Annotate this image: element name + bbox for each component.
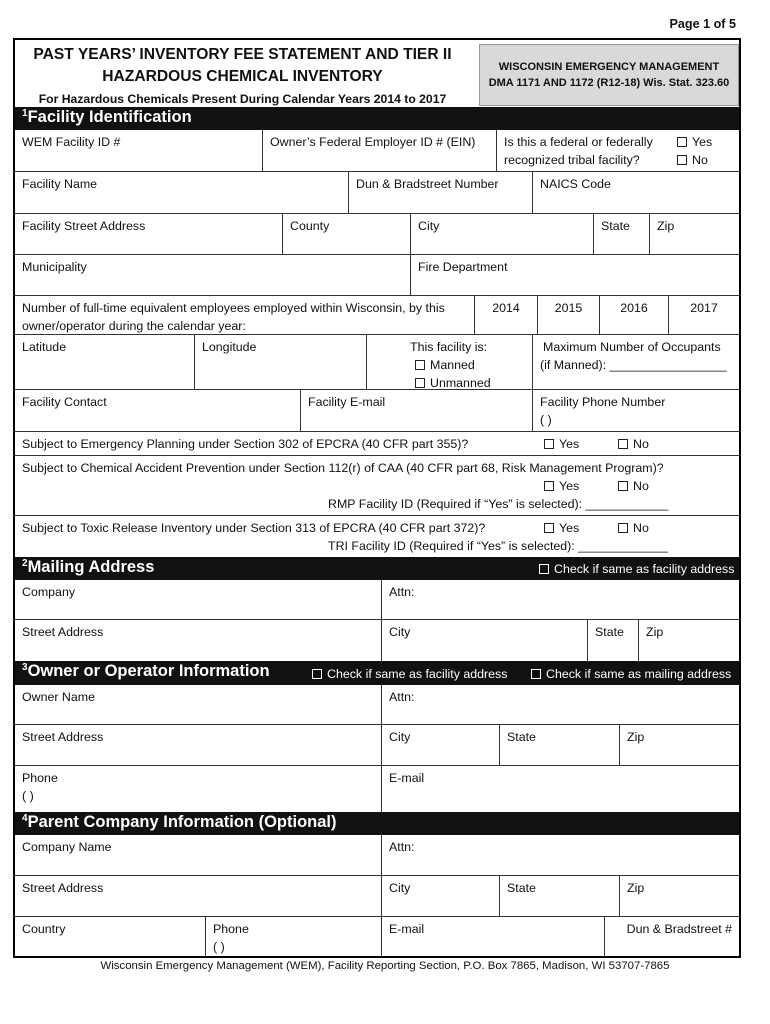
mailing-company-field[interactable]: Company bbox=[15, 580, 382, 620]
dun-bradstreet-field[interactable]: Dun & Bradstreet Number bbox=[349, 172, 533, 214]
parent-country-field[interactable]: Country bbox=[15, 917, 206, 956]
inventory-form bbox=[13, 38, 741, 958]
owner-name-field[interactable]: Owner Name bbox=[15, 685, 382, 725]
county-field[interactable]: County bbox=[283, 214, 411, 255]
facility-manned-question bbox=[367, 335, 533, 390]
phone-area-code: ( ) bbox=[213, 940, 225, 954]
owner-phone-field[interactable] bbox=[15, 766, 382, 812]
agency-reference: DMA 1171 AND 1172 (R12-18) Wis. Stat. 323.60 bbox=[488, 77, 730, 89]
owner-same-as-facility-checkbox[interactable]: Check if same as facility address bbox=[312, 667, 507, 681]
parent-zip-field[interactable]: Zip bbox=[620, 876, 739, 917]
tri-facility-id-field[interactable]: TRI Facility ID (Required if “Yes” is selected): _____________ bbox=[328, 539, 668, 553]
section-title: $^3$Owner or Operator Information bbox=[22, 662, 270, 680]
section-1-header bbox=[15, 107, 739, 130]
phone-area-code: ( ) bbox=[22, 789, 34, 803]
mailing-same-as-facility-checkbox[interactable]: Check if same as facility address bbox=[539, 562, 734, 576]
mailing-street-field[interactable]: Street Address bbox=[15, 620, 382, 661]
federal-yes-checkbox[interactable]: Yes bbox=[677, 133, 712, 151]
parent-email-field[interactable]: E-mail bbox=[382, 917, 605, 956]
employees-2014-field[interactable]: 2014 bbox=[475, 296, 538, 335]
employees-question: Number of full-time equivalent employees employed within Wisconsin, by this owner/operator during the calendar year: bbox=[15, 296, 475, 335]
agency-name: WISCONSIN EMERGENCY MANAGEMENT bbox=[498, 61, 720, 73]
mailing-city-field[interactable]: City bbox=[382, 620, 588, 661]
parent-street-field[interactable]: Street Address bbox=[15, 876, 382, 917]
agency-box bbox=[479, 44, 739, 106]
owner-street-field[interactable]: Street Address bbox=[15, 725, 382, 766]
unmanned-checkbox[interactable]: Unmanned bbox=[415, 374, 491, 390]
section-title: $^4$Parent Company Information (Optional) bbox=[22, 813, 337, 831]
title-line-1: PAST YEARS’ INVENTORY FEE STATEMENT AND TIER II bbox=[33, 46, 452, 63]
owner-state-field[interactable]: State bbox=[500, 725, 620, 766]
longitude-field[interactable]: Longitude bbox=[195, 335, 367, 390]
caa-112r-question bbox=[15, 456, 739, 516]
zip-field[interactable]: Zip bbox=[650, 214, 739, 255]
owner-city-field[interactable]: City bbox=[382, 725, 500, 766]
parent-state-field[interactable]: State bbox=[500, 876, 620, 917]
mailing-state-field[interactable]: State bbox=[588, 620, 639, 661]
parent-dun-bradstreet-field[interactable]: Dun & Bradstreet # bbox=[626, 922, 732, 936]
section-title: $^1$Facility Identification bbox=[22, 108, 192, 126]
facility-street-field[interactable]: Facility Street Address bbox=[15, 214, 283, 255]
parent-company-name-field[interactable]: Company Name bbox=[15, 835, 382, 876]
phone-area-code: ( ) bbox=[540, 413, 552, 427]
tri-313-question bbox=[15, 516, 739, 557]
owner-same-as-mailing-checkbox[interactable]: Check if same as mailing address bbox=[531, 667, 731, 681]
federal-facility-question bbox=[497, 130, 739, 172]
facility-email-field[interactable]: Facility E-mail bbox=[301, 390, 533, 432]
form-subtitle: For Hazardous Chemicals Present During Calendar Years 2014 to 2017 bbox=[38, 92, 447, 106]
tri-313-no-checkbox[interactable]: No bbox=[618, 519, 649, 537]
tri-313-text: Subject to Toxic Release Inventory under Section 313 of EPCRA (40 CFR part 372)? bbox=[22, 521, 486, 535]
employees-2016-field[interactable]: 2016 bbox=[600, 296, 669, 335]
fire-department-field[interactable]: Fire Department bbox=[411, 255, 739, 296]
employees-2017-field[interactable]: 2017 bbox=[669, 296, 739, 335]
form-title bbox=[20, 44, 465, 109]
facility-phone-field[interactable] bbox=[533, 390, 739, 432]
page-number: Page 1 of 5 bbox=[669, 17, 736, 31]
parent-attn-field[interactable]: Attn: bbox=[382, 835, 739, 876]
latitude-field[interactable]: Latitude bbox=[15, 335, 195, 390]
owner-phone-label: Phone bbox=[22, 771, 58, 785]
wem-facility-id-field[interactable]: WEM Facility ID # bbox=[15, 130, 263, 172]
caa-112r-yes-checkbox[interactable]: Yes bbox=[544, 477, 579, 495]
owner-zip-field[interactable]: Zip bbox=[620, 725, 739, 766]
parent-city-field[interactable]: City bbox=[382, 876, 500, 917]
federal-no-checkbox[interactable]: No bbox=[677, 151, 708, 169]
owner-email-field[interactable]: E-mail bbox=[389, 771, 425, 785]
city-field[interactable]: City bbox=[411, 214, 594, 255]
mailing-attn-field[interactable]: Attn: bbox=[382, 580, 739, 620]
epcra-302-question: Subject to Emergency Planning under Section 302 of EPCRA (40 CFR part 355)? Yes No bbox=[15, 432, 739, 456]
form-footer: Wisconsin Emergency Management (WEM), Facility Reporting Section, P.O. Box 7865, Madison, WI 53707-7865 bbox=[100, 960, 670, 972]
rmp-facility-id-field[interactable]: RMP Facility ID (Required if “Yes” is selected): ____________ bbox=[328, 497, 669, 511]
section-title: $^2$Mailing Address bbox=[22, 558, 155, 576]
max-occupants-field[interactable] bbox=[533, 335, 739, 390]
employees-2015-field[interactable]: 2015 bbox=[538, 296, 600, 335]
facility-contact-field[interactable]: Facility Contact bbox=[15, 390, 301, 432]
state-field[interactable]: State bbox=[594, 214, 650, 255]
municipality-field[interactable]: Municipality bbox=[15, 255, 411, 296]
facility-phone-label: Facility Phone Number bbox=[540, 395, 666, 409]
owner-attn-field[interactable]: Attn: bbox=[382, 685, 739, 725]
title-line-2: HAZARDOUS CHEMICAL INVENTORY bbox=[102, 68, 383, 85]
federal-question-line-2: recognized tribal facility? bbox=[504, 153, 640, 167]
epcra-302-no-checkbox[interactable]: No bbox=[618, 435, 649, 453]
this-facility-label: This facility is: bbox=[410, 340, 488, 354]
section-4-header bbox=[15, 812, 739, 835]
section-3-header bbox=[15, 661, 739, 685]
max-occupants-label: Maximum Number of Occupants bbox=[543, 340, 721, 354]
caa-112r-no-checkbox[interactable]: No bbox=[618, 477, 649, 495]
parent-phone-field[interactable] bbox=[206, 917, 382, 956]
max-occupants-blank: (if Manned): _________________ bbox=[540, 358, 727, 372]
federal-question-line-1: Is this a federal or federally bbox=[504, 135, 653, 149]
mailing-zip-field[interactable]: Zip bbox=[646, 625, 664, 639]
manned-checkbox[interactable]: Manned bbox=[415, 356, 475, 374]
facility-name-field[interactable]: Facility Name bbox=[15, 172, 349, 214]
caa-112r-text: Subject to Chemical Accident Prevention under Section 112(r) of CAA (40 CFR part 68, Risk Management Program)? bbox=[22, 461, 664, 475]
section-2-header bbox=[15, 557, 739, 580]
naics-code-field[interactable]: NAICS Code bbox=[533, 172, 739, 214]
tri-313-yes-checkbox[interactable]: Yes bbox=[544, 519, 579, 537]
epcra-302-yes-checkbox[interactable]: Yes bbox=[544, 435, 579, 453]
ein-field[interactable]: Owner’s Federal Employer ID # (EIN) bbox=[263, 130, 497, 172]
parent-phone-label: Phone bbox=[213, 922, 249, 936]
